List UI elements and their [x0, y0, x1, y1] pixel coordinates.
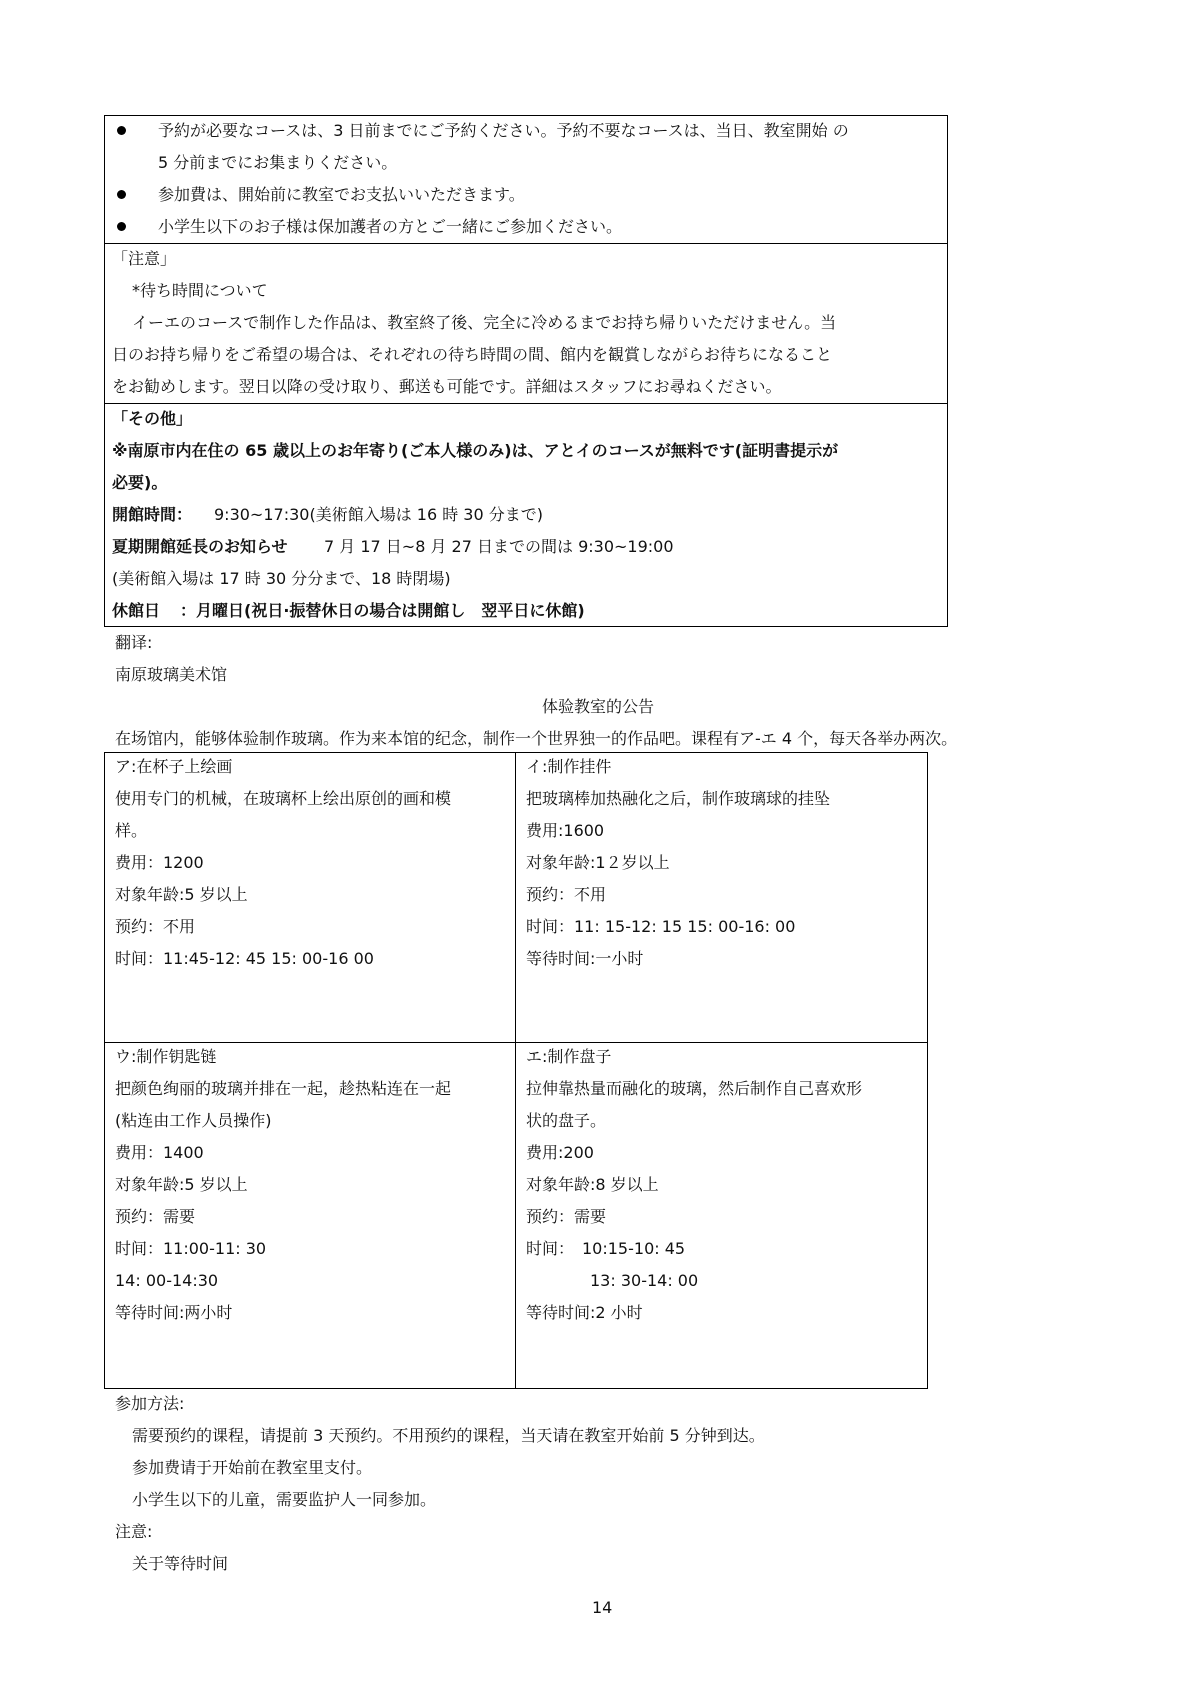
course-line: 拉伸靠热量而融化的玻璃，然后制作自己喜欢形	[526, 1079, 863, 1098]
participation-heading: 参加方法:	[115, 1394, 185, 1413]
museum-name: 南原玻璃美术馆	[115, 665, 228, 684]
bullet-dot	[117, 190, 126, 199]
course-line: 对象年龄:1２岁以上	[526, 853, 670, 872]
page-number: 14	[592, 1598, 613, 1617]
course-line: 等待时间:一小时	[526, 949, 644, 968]
participation-line-2: 参加费请于开始前在教室里支付。	[132, 1458, 373, 1477]
course-line: 状的盘子。	[526, 1111, 607, 1130]
bullet-1-line1: 予約が必要なコースは、3 日前までにご予約ください。予約不要なコースは、当日、教室開始 の	[158, 121, 849, 140]
intro-text: 在场馆内，能够体验制作玻璃。作为来本馆的纪念，制作一个世界独一的作品吧。课程有ア-エ 4 个，每天各举办两次。	[115, 729, 958, 748]
course-line: 预约：需要	[115, 1207, 196, 1226]
course-line: 费用:200	[526, 1143, 594, 1162]
course-line: 时间：11:00-11: 30	[115, 1239, 267, 1258]
course-line: 预约：不用	[115, 917, 196, 936]
participation-line-1: 需要预约的课程，请提前 3 天预约。不用预约的课程，当天请在教室开始前 5 分钟到达。	[132, 1426, 765, 1445]
bullet-2: 参加費は、開始前に教室でお支払いいただきます。	[158, 185, 525, 204]
notes-line: 关于等待时间	[132, 1554, 229, 1573]
notice-heading: 「注意」	[112, 249, 177, 268]
free-line-2: 必要)。	[112, 473, 168, 492]
free-line-1: ※南原市内在住の 65 歳以上のお年寄り(ご本人様のみ)は、アとイのコースが無料です(証明書提示が	[112, 441, 839, 460]
course-line: 14: 00-14:30	[115, 1271, 219, 1290]
notice-title: 体验教室的公告	[542, 697, 655, 716]
course-line: 使用专门的机械，在玻璃杯上绘出原创的画和模	[115, 789, 452, 808]
notice-line-2: 日のお持ち帰りをご希望の場合は、それぞれの待ち時間の間、館内を観賞しながらお待ちになること	[112, 345, 833, 364]
closed-value: ：月曜日(祝日·振替休日の場合は開館し 翌平日に休館)	[180, 601, 585, 620]
summer-note: (美術館入場は 17 時 30 分分まで、18 時閉場)	[112, 569, 451, 588]
bullet-3: 小学生以下のお子様は保加護者の方とご一緒にご参加ください。	[158, 217, 623, 236]
course-line: 对象年龄:5 岁以上	[115, 885, 248, 904]
course-line: 对象年龄:5 岁以上	[115, 1175, 248, 1194]
bullet-1-line2: 5 分前までにお集まりください。	[158, 153, 398, 172]
notice-line-1: イーエのコースで制作した作品は、教室終了後、完全に冷めるまでお持ち帰りいただけません。当	[132, 313, 837, 332]
course-line: 把玻璃棒加热融化之后，制作玻璃球的挂坠	[526, 789, 831, 808]
course-line: 时间：11:45-12: 45 15: 00-16 00	[115, 949, 374, 968]
course-line: 等待时间:2 小时	[526, 1303, 643, 1322]
course-line: (粘连由工作人员操作)	[115, 1111, 272, 1130]
course-line: 等待时间:两小时	[115, 1303, 233, 1322]
course-name: イ:制作挂件	[526, 757, 612, 776]
course-name: ア:在杯子上绘画	[115, 757, 233, 776]
course-line: 预约：不用	[526, 885, 607, 904]
course-line: 预约：需要	[526, 1207, 607, 1226]
other-heading: 「その他」	[112, 409, 193, 428]
course-line: 费用：1200	[115, 853, 204, 872]
course-name: ウ:制作钥匙链	[115, 1047, 217, 1066]
course-line: 费用:1600	[526, 821, 605, 840]
course-line: 对象年龄:8 岁以上	[526, 1175, 659, 1194]
bullet-dot	[117, 126, 126, 135]
bullet-dot	[117, 222, 126, 231]
summer-value: 7 月 17 日~8 月 27 日までの間は 9:30~19:00	[324, 537, 674, 556]
closed-label: 休館日	[112, 601, 161, 620]
hours-label: 開館時間：	[112, 505, 193, 524]
translation-label: 翻译:	[115, 633, 153, 652]
course-line: 时间：11: 15-12: 15 15: 00-16: 00	[526, 917, 796, 936]
notice-line-3: をお勧めします。翌日以降の受け取り、郵送も可能です。詳細はスタッフにお尋ねください。	[112, 377, 782, 396]
participation-line-3: 小学生以下的儿童，需要监护人一同参加。	[132, 1490, 437, 1509]
course-line: 样。	[115, 821, 148, 840]
notes-heading: 注意:	[115, 1522, 153, 1541]
course-line: 时间： 10:15-10: 45	[526, 1239, 686, 1258]
summer-label: 夏期開館延長のお知らせ	[112, 537, 288, 556]
notice-subheading: *待ち時間について	[132, 281, 268, 300]
course-line: 13: 30-14: 00	[526, 1271, 699, 1290]
course-name: エ:制作盘子	[526, 1047, 612, 1066]
hours-value: 9:30~17:30(美術館入場は 16 時 30 分まで)	[214, 505, 543, 524]
course-line: 费用：1400	[115, 1143, 204, 1162]
course-line: 把颜色绚丽的玻璃并排在一起，趁热粘连在一起	[115, 1079, 452, 1098]
